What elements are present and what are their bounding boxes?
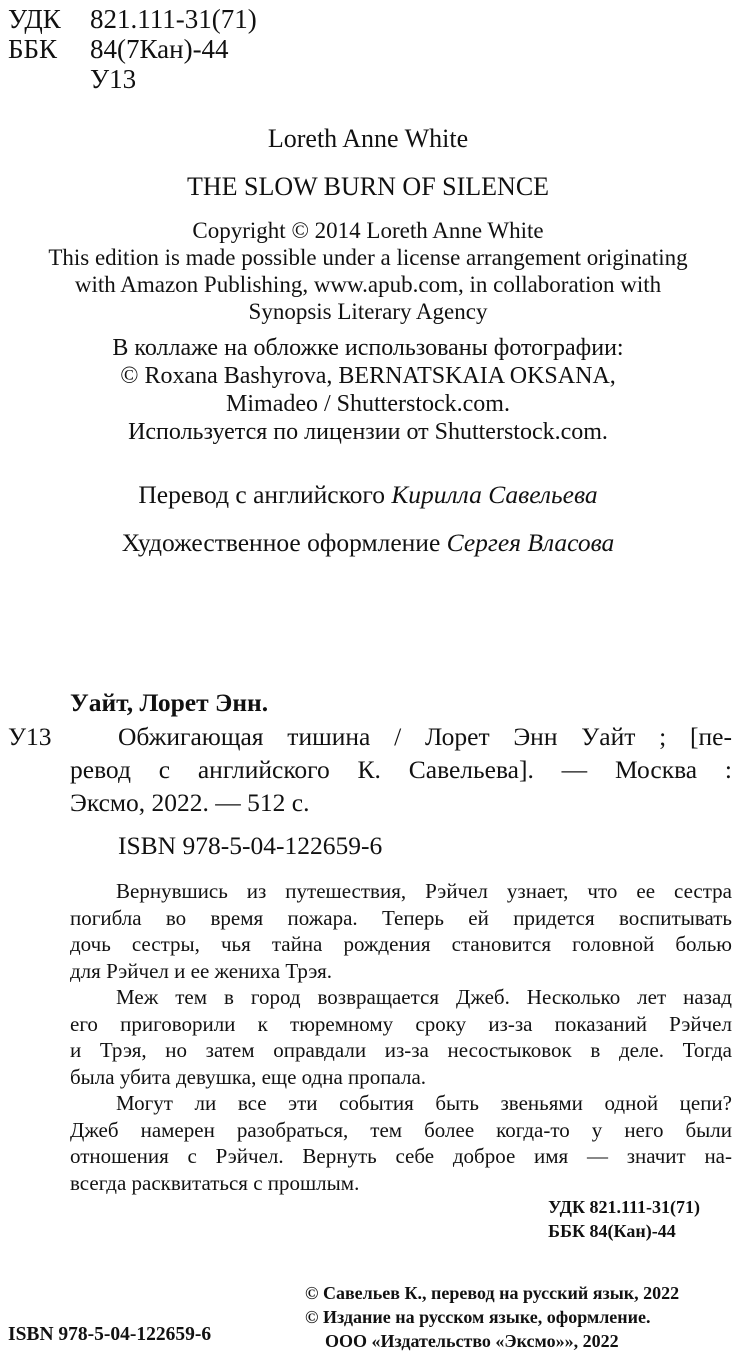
copyright-line: with Amazon Publishing, www.apub.com, in collaboration with [74,272,662,297]
designer-name: Сергея Власова [446,528,615,557]
annotation-paragraph [70,984,732,1090]
bib-line: ревод с английского К. Савельева]. — Москва : [70,755,732,784]
credit-line: Mimadeo / Shutterstock.com. [226,391,510,417]
annotation-line: всегда расквитаться с прошлым. [70,1170,360,1195]
designer-credit [0,528,736,558]
annotation-line: Вернувшись из путешествия, Рэйчел узнает, что ее сестра [116,879,732,903]
bib-author-heading: Уайт, Лорет Энн. [70,688,269,717]
copyright-line: Synopsis Literary Agency [248,299,488,324]
bib-sign: У13 [8,722,52,751]
author-sign: У13 [90,64,137,94]
annotation-line: отношения с Рэйчел. Вернуть себе доброе имя — значит на- [70,1144,732,1168]
annotation-line: Могут ли все эти события быть звеньями одной цепи? [116,1091,732,1115]
footer-bbk: ББК 84(Кан)-44 [548,1221,676,1241]
credit-line: © Roxana Bashyrova, BERNATSKAIA OKSANA, [120,363,616,389]
footer-copyrights [305,1281,679,1353]
credit-line: В коллаже на обложке использованы фотографии: [112,335,624,361]
credit-line: Используется по лицензии от Shutterstock.com. [128,419,608,445]
annotation-paragraph [70,878,732,984]
bib-description [70,720,732,819]
bib-line: Эксмо, 2022. — 512 с. [70,788,310,817]
annotation-line: и Трэя, но затем оправдали из-за несостыковок в деле. Тогда [70,1038,732,1062]
annotation-line: погибла во время пожара. Теперь ей придется воспитывать [70,905,732,930]
bib-isbn: ISBN 978-5-04-122659-6 [118,831,383,860]
footer-codes [548,1195,700,1243]
bib-line: Обжигающая тишина / Лорет Энн Уайт ; [пе- [118,722,732,751]
udk-label: УДК [8,4,61,34]
translator-credit [0,480,736,510]
annotation-paragraph [70,1090,732,1196]
footer-isbn: ISBN 978-5-04-122659-6 [8,1324,212,1345]
annotation-line: его приговорили к тюремному сроку из-за показаний Рэйчел [70,1011,732,1036]
bbk-value: 84(7Кан)-44 [90,34,229,64]
copyright-block [0,217,736,325]
translator-prefix: Перевод с английского [138,480,385,509]
original-title: THE SLOW BURN OF SILENCE [186,172,550,201]
bbk-label: ББК [8,34,58,64]
annotation-line: Меж тем в город возвращается Джеб. Несколько лет назад [116,985,732,1009]
cover-credits [0,334,736,446]
footer-udk: УДК 821.111-31(71) [548,1197,700,1217]
annotation [70,878,732,1196]
copyright-edition: © Издание на русском языке, оформление. [305,1307,651,1327]
annotation-line: для Рэйчел и ее жениха Трэя. [70,958,333,983]
annotation-line: дочь сестры, чья тайна рождения становится головной болью [70,932,732,956]
annotation-line: была убита девушка, еще одна пропала. [70,1064,427,1089]
original-author: Loreth Anne White [267,124,469,153]
annotation-line: Джеб намерен разобраться, тем более когда-то у него были [70,1117,732,1142]
translator-name: Кирилла Савельева [391,480,598,509]
copyright-publisher: ООО «Издательство «Эксмо»», 2022 [325,1331,619,1351]
copyright-line: This edition is made possible under a license arrangement originating [48,245,688,270]
designer-prefix: Художественное оформление [121,528,441,557]
udk-value: 821.111-31(71) [90,4,257,34]
copyright-line: Copyright © 2014 Loreth Anne White [192,218,544,243]
classification-codes [8,4,257,94]
copyright-translation: © Савельев К., перевод на русский язык, 2022 [305,1283,680,1303]
